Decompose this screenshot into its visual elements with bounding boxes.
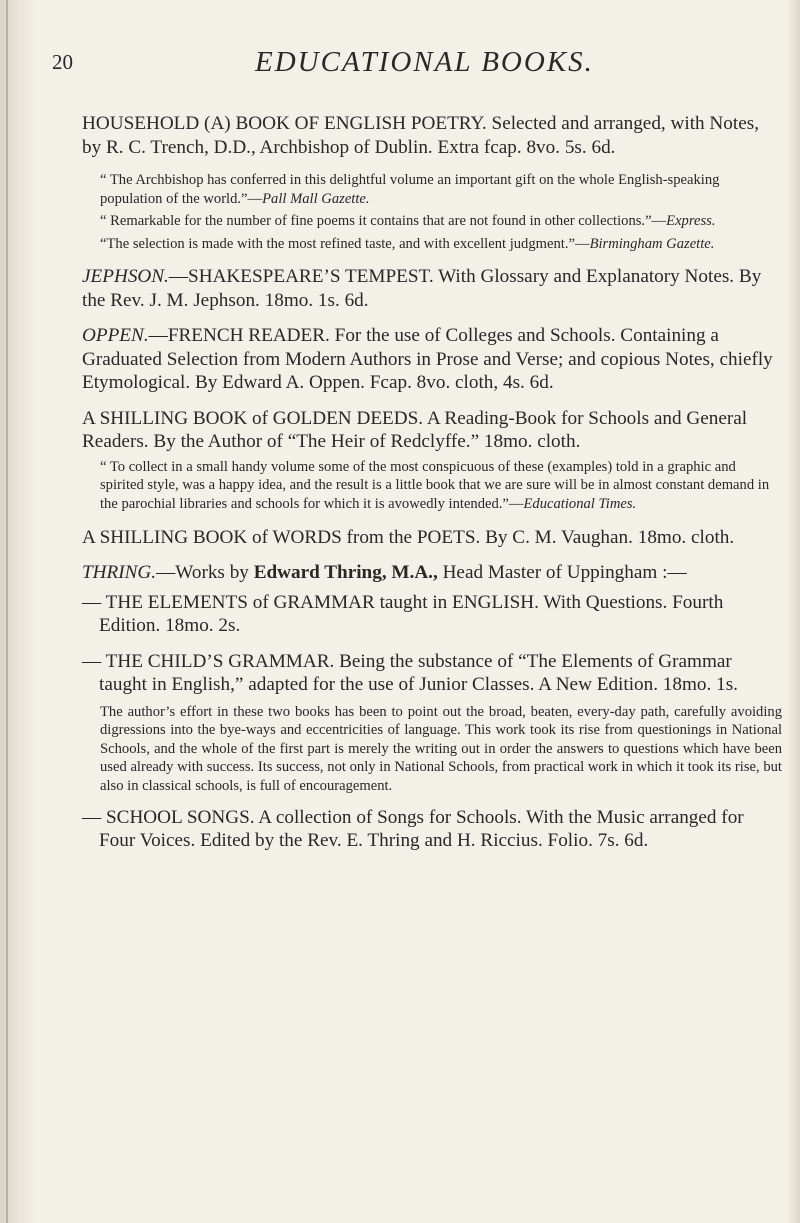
running-title: EDUCATIONAL BOOKS.	[255, 46, 594, 78]
catalogue-entry	[82, 526, 782, 550]
catalogue-entry	[82, 265, 782, 312]
author-name: Edward Thring, M.A.,	[253, 562, 438, 584]
quote-text: “ To collect in a small handy volume some of the most conspicuous of these (examples) told in a graphic and spirited style, was a happy idea, and the result is a little book that we are sure will be in almost constant demand in the parochial libraries and schools for which it is avowedly intended.”—	[100, 458, 770, 513]
note-text: The author’s effort in these two books has been to point out the broad, beaten, every-day path, carefully avoiding digressions into the bye-ways and eccentricities of language. This work took its rise from questionings in National Schools, and the whole of the first part is merely the writing out in order the answers to questions which have been used already with success. Its success, not only in National Schools, from practical work in which it took its rise, but also in classical schools, is full of encouragement.	[100, 703, 782, 795]
quote-source: Pall Mall Gazette.	[262, 190, 370, 207]
catalogue-subentry	[82, 650, 782, 697]
entry-text: A SHILLING BOOK of GOLDEN DEEDS. A Reading-Book for Schools and General Readers. By the Author of “The Heir of Redclyffe.” 18mo. cloth.	[82, 407, 748, 453]
entry-text: — THE ELEMENTS of GRAMMAR taught in ENGLISH. With Questions. Fourth Edition. 18mo. 2s.	[82, 591, 724, 637]
entry-text: —SHAKESPEARE’S TEMPEST. With Glossary and Explanatory Notes. By the Rev. J. M. Jephson. 18mo. 1s. 6d.	[82, 266, 762, 311]
entry-text: Head Master of Uppingham :—	[437, 562, 687, 584]
binding-gutter	[0, 0, 38, 1223]
quote-text: “ Remarkable for the number of fine poems it contains that are not found in other collections.”—	[100, 213, 667, 230]
quote-source: Express.	[666, 213, 716, 230]
review-quote	[100, 212, 782, 231]
binding-line	[6, 0, 8, 1223]
catalogue-entry	[82, 324, 782, 395]
quote-source: Educational Times.	[523, 496, 637, 513]
entry-text: — THE CHILD’S GRAMMAR. Being the substance of “The Elements of Grammar taught in English,” adapted for the use of Junior Classes. A New Edition. 18mo. 1s.	[82, 650, 738, 696]
review-quote	[100, 235, 782, 254]
entry-text: —FRENCH READER. For the use of Colleges and Schools. Containing a Graduated Selection from Modern Authors in Prose and Verse; and copious Notes, chiefly Etymological. By Edward A. Oppen. Fcap. 8vo. cloth, 4s. 6d.	[82, 325, 773, 394]
quote-text: “ The Archbishop has conferred in this delightful volume an important gift on the whole English-speaking population of the world.”—	[100, 172, 720, 207]
quote-text: “The selection is made with the most refined taste, and with excellent judgment.”—	[100, 235, 590, 252]
catalogue-body	[82, 112, 782, 865]
review-quote	[100, 171, 782, 208]
catalogue-entry	[82, 561, 782, 585]
page-edge-shadow	[786, 0, 800, 1223]
catalogue-entry	[82, 407, 782, 454]
entry-text: — SCHOOL SONGS. A collection of Songs for Schools. With the Music arranged for Four Voices. Edited by the Rev. E. Thring and H. Riccius. Folio. 7s. 6d.	[82, 806, 744, 852]
author-lead: OPPEN.	[82, 325, 149, 347]
entry-text: HOUSEHOLD (A) BOOK OF ENGLISH POETRY. Selected and arranged, with Notes, by R. C. Trench, D.D., Archbishop of Dublin. Extra fcap. 8vo. 5s. 6d.	[82, 113, 759, 158]
author-lead: THRING.	[82, 562, 157, 584]
page-header	[52, 46, 752, 90]
entry-text: —Works by	[156, 562, 254, 584]
catalogue-entry	[82, 112, 782, 159]
descriptive-note	[100, 703, 782, 796]
entry-text: A SHILLING BOOK of WORDS from the POETS. By C. M. Vaughan. 18mo. cloth.	[82, 526, 735, 548]
author-lead: JEPHSON.	[82, 266, 169, 288]
quote-source: Birmingham Gazette.	[589, 235, 715, 252]
page-number: 20	[52, 50, 73, 74]
catalogue-subentry	[82, 591, 782, 638]
review-quote	[100, 458, 782, 514]
catalogue-subentry	[82, 806, 782, 853]
